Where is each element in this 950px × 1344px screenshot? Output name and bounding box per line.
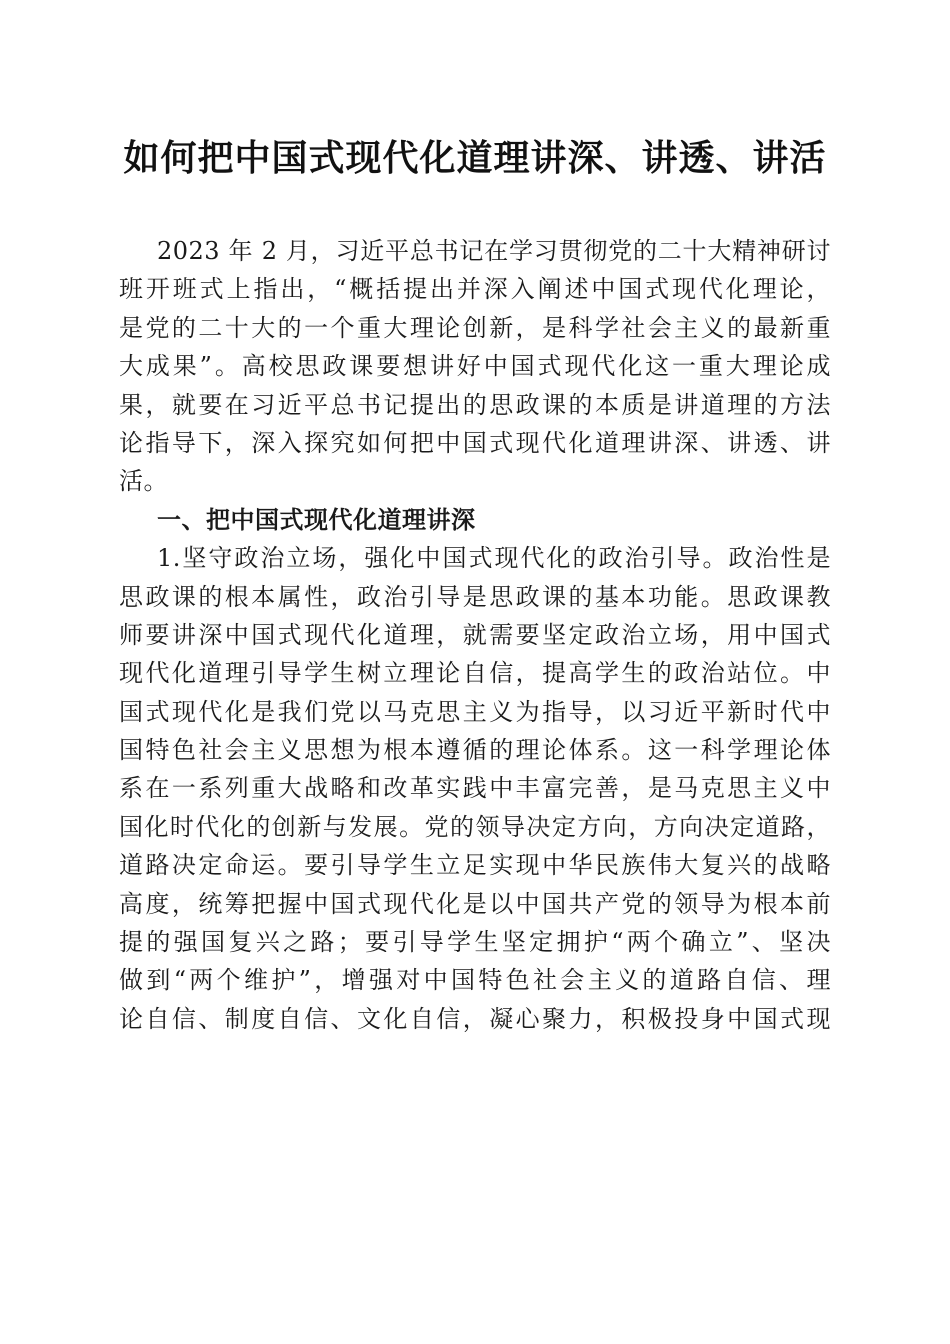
text-line: 国化时代化的创新与发展。党的领导决定方向，方向决定道路，: [119, 812, 831, 841]
paragraph-section1: [119, 539, 831, 1038]
document-title: 如何把中国式现代化道理讲深、讲透、讲活: [123, 137, 827, 179]
text-line: 现代化道理引导学生树立理论自信，提高学生的政治站位。中: [119, 659, 831, 688]
text-line: 国式现代化是我们党以马克思主义为指导，以习近平新时代中: [119, 697, 831, 726]
document-body: [119, 232, 831, 1038]
text-line: 班开班式上指出，“概括提出并深入阐述中国式现代化理论，: [119, 275, 831, 304]
text-line: 师要讲深中国式现代化道理，就需要坚定政治立场，用中国式: [119, 620, 831, 649]
text-line: 活。: [119, 467, 168, 496]
text-line: 大成果”。高校思政课要想讲好中国式现代化这一重大理论成: [119, 352, 831, 381]
text-line: 论指导下，深入探究如何把中国式现代化道理讲深、讲透、讲: [119, 428, 831, 457]
paragraph-intro: [119, 232, 831, 501]
text-line: 提的强国复兴之路；要引导学生坚定拥护“两个确立”、坚决: [119, 928, 831, 957]
text-line: 道路决定命运。要引导学生立足实现中华民族伟大复兴的战略: [119, 851, 831, 880]
text-line: 1.坚守政治立场，强化中国式现代化的政治引导。政治性是: [157, 544, 831, 573]
text-line: 2023 年 2 月，习近平总书记在学习贯彻党的二十大精神研讨: [157, 237, 831, 265]
text-line: 高度，统筹把握中国式现代化是以中国共产党的领导为根本前: [119, 889, 831, 918]
text-line: 论自信、制度自信、文化自信，凝心聚力，积极投身中国式现: [119, 1004, 831, 1033]
text-line: 系在一系列重大战略和改革实践中丰富完善，是马克思主义中: [119, 774, 831, 803]
section-heading: 一、把中国式现代化道理讲深: [157, 505, 476, 534]
text-line: 做到“两个维护”，增强对中国特色社会主义的道路自信、理: [119, 966, 831, 995]
text-line: 思政课的根本属性，政治引导是思政课的基本功能。思政课教: [119, 582, 831, 611]
text-line: 国特色社会主义思想为根本遵循的理论体系。这一科学理论体: [119, 736, 831, 765]
text-line: 果，就要在习近平总书记提出的思政课的本质是讲道理的方法: [119, 390, 831, 419]
text-line: 是党的二十大的一个重大理论创新，是科学社会主义的最新重: [119, 313, 831, 342]
